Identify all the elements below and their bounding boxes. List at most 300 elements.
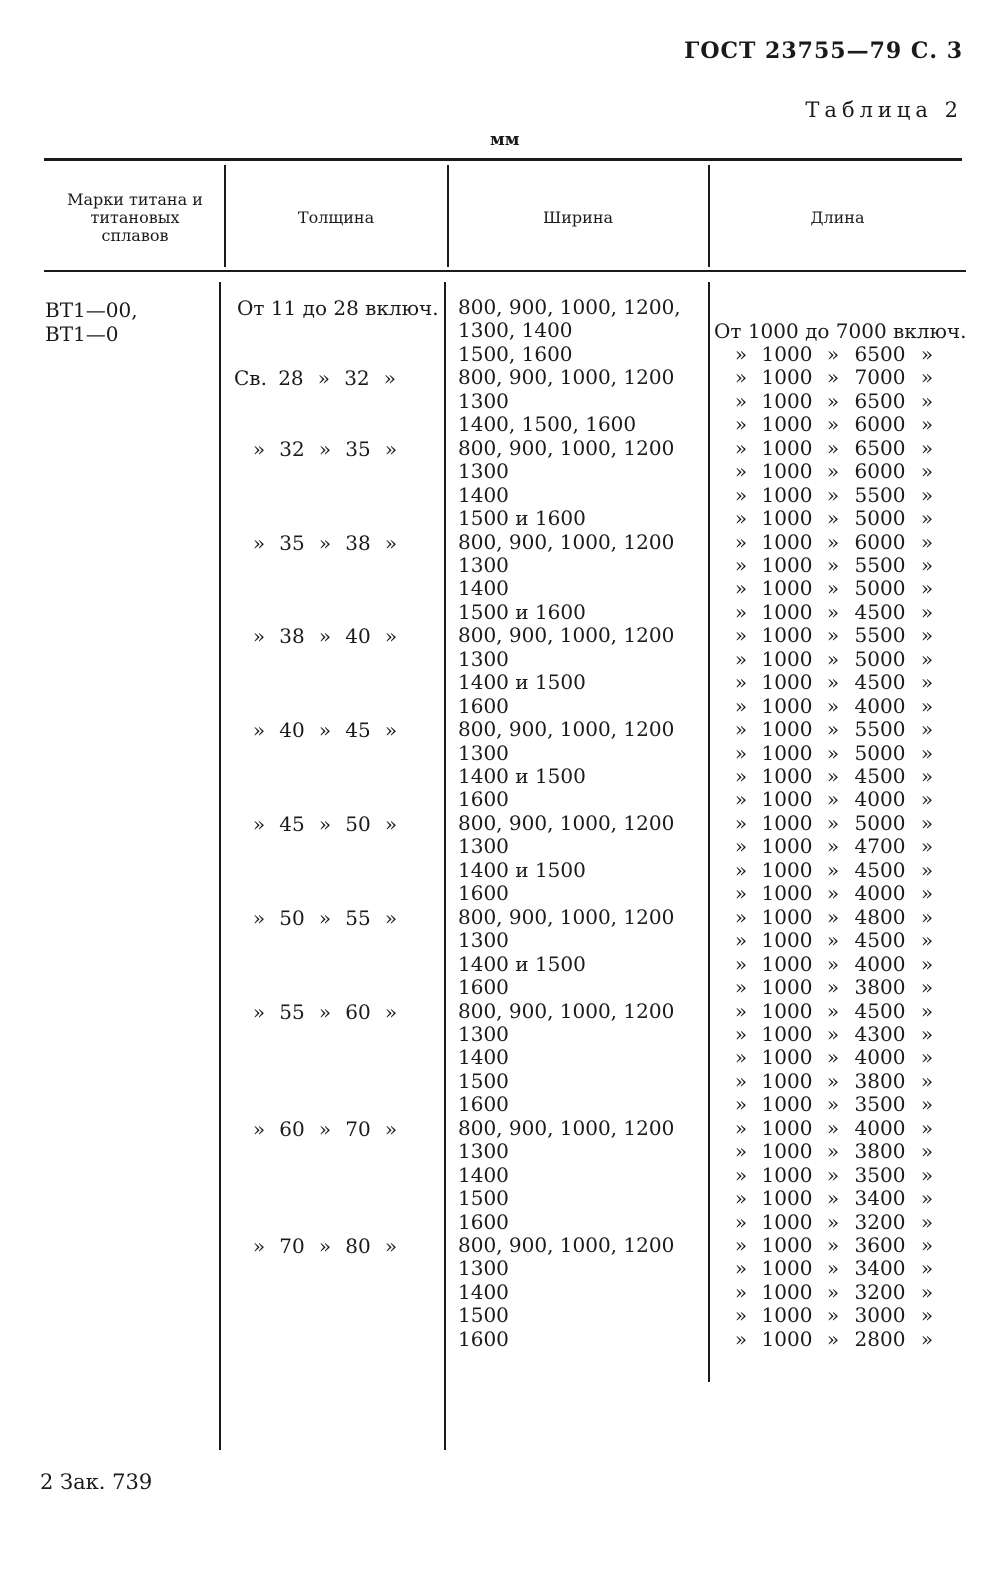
length-v1: 1000 [761, 1326, 813, 1351]
length-row [728, 507, 940, 530]
length-v2: 4000 [854, 693, 906, 718]
width-line: 1400 и 1500 [458, 951, 586, 976]
length-v2: 3800 [854, 1139, 906, 1164]
length-v1: 1000 [761, 1139, 813, 1164]
length-v2: 5500 [854, 482, 906, 507]
length-q1: » [734, 552, 748, 577]
length-row [728, 1070, 940, 1093]
length-q3: » [920, 975, 934, 1000]
length-q1: » [734, 341, 748, 366]
width-line: 1600 [458, 1092, 509, 1117]
length-q1: » [734, 998, 748, 1023]
width-line: 1300 [458, 646, 509, 671]
length-q1: » [734, 670, 748, 695]
length-q1: » [734, 810, 748, 835]
length-row [728, 577, 940, 600]
length-q3: » [920, 834, 934, 859]
length-q2: » [826, 1186, 840, 1211]
thickness-from: 60 [279, 1116, 305, 1141]
length-q1: » [734, 1303, 748, 1328]
length-q2: » [826, 1115, 840, 1140]
length-q2: » [826, 928, 840, 953]
length-row [728, 1000, 940, 1023]
thickness-row [244, 812, 406, 836]
table-caption: Таблица 2 [805, 98, 963, 122]
width-line: 800, 900, 1000, 1200 [458, 623, 675, 648]
length-v1: 1000 [761, 388, 813, 413]
length-q3: » [920, 1256, 934, 1281]
thickness-q2: » [384, 436, 398, 461]
width-line: 1600 [458, 787, 509, 812]
length-q1: » [734, 951, 748, 976]
length-row [728, 1211, 940, 1234]
length-v2: 3200 [854, 1279, 906, 1304]
thickness-prefix: » [252, 624, 266, 649]
length-v1: 1000 [761, 1021, 813, 1046]
thickness-q2: » [384, 905, 398, 930]
length-v1: 1000 [761, 881, 813, 906]
length-row [728, 788, 940, 811]
length-q2: » [826, 693, 840, 718]
length-q1: » [734, 623, 748, 648]
length-q3: » [920, 365, 934, 390]
thickness-row [244, 906, 406, 930]
thickness-from: 55 [279, 999, 305, 1024]
length-q1: » [734, 764, 748, 788]
length-v1: 1000 [761, 764, 813, 788]
width-line: 800, 900, 1000, 1200, [458, 295, 681, 319]
length-v2: 3800 [854, 975, 906, 1000]
length-q2: » [826, 1326, 840, 1351]
width-line: 1400 [458, 482, 509, 507]
width-line: 1600 [458, 693, 509, 718]
length-row [728, 929, 940, 952]
length-v1: 1000 [761, 1186, 813, 1211]
length-v1: 1000 [761, 810, 813, 835]
width-line: 1500 и 1600 [458, 506, 586, 531]
length-q3: » [920, 881, 934, 906]
length-row [728, 835, 940, 858]
length-v1: 1000 [761, 646, 813, 671]
length-row [728, 437, 940, 460]
length-v1: 1000 [761, 975, 813, 1000]
length-first-row: От 1000 до 7000 включ. [714, 319, 967, 343]
column-divider [444, 282, 446, 1450]
length-v2: 5000 [854, 810, 906, 835]
width-line: 1300 [458, 1021, 509, 1046]
thickness-to: 35 [345, 436, 371, 461]
thickness-q1: » [318, 718, 332, 743]
length-v2: 4500 [854, 599, 906, 624]
width-line: 1300 [458, 459, 509, 484]
length-q3: » [920, 1279, 934, 1304]
length-q1: » [734, 1045, 748, 1070]
length-q1: » [734, 388, 748, 413]
length-q2: » [826, 951, 840, 976]
length-q2: » [826, 975, 840, 1000]
length-row [728, 1257, 940, 1280]
length-v1: 1000 [761, 1045, 813, 1070]
length-row [728, 1187, 940, 1210]
length-q2: » [826, 365, 840, 390]
length-q1: » [734, 482, 748, 507]
width-line: 800, 900, 1000, 1200 [458, 717, 675, 742]
unit-label: мм [490, 130, 520, 150]
length-row [728, 343, 940, 366]
column-header-length: Длина [810, 208, 865, 227]
length-v2: 3500 [854, 1092, 906, 1117]
width-line: 800, 900, 1000, 1200 [458, 1115, 675, 1140]
thickness-q2: » [384, 718, 398, 743]
length-v1: 1000 [761, 1068, 813, 1093]
length-v2: 6000 [854, 412, 906, 437]
thickness-q2: » [384, 1234, 398, 1258]
length-q2: » [826, 623, 840, 648]
length-q1: » [734, 435, 748, 460]
length-v2: 5000 [854, 646, 906, 671]
width-line: 1500, 1600 [458, 341, 573, 366]
width-line: 1600 [458, 975, 509, 1000]
thickness-to: 50 [345, 811, 371, 836]
length-v1: 1000 [761, 506, 813, 531]
thickness-q2: » [384, 1116, 398, 1141]
length-q2: » [826, 435, 840, 460]
length-q1: » [734, 904, 748, 929]
length-v1: 1000 [761, 576, 813, 601]
column-divider [219, 282, 221, 1450]
length-q1: » [734, 365, 748, 390]
length-v2: 4000 [854, 951, 906, 976]
thickness-prefix: Св. [234, 366, 267, 391]
length-q3: » [920, 1068, 934, 1093]
length-row [728, 531, 940, 554]
length-q3: » [920, 857, 934, 882]
thickness-q2: » [383, 366, 397, 391]
length-q3: » [920, 576, 934, 601]
width-line: 800, 900, 1000, 1200 [458, 1233, 675, 1257]
length-q3: » [920, 670, 934, 695]
length-q1: » [734, 529, 748, 554]
length-q2: » [826, 740, 840, 765]
length-v2: 4500 [854, 998, 906, 1023]
length-v1: 1000 [761, 341, 813, 366]
length-q2: » [826, 670, 840, 695]
width-line: 800, 900, 1000, 1200 [458, 810, 675, 835]
width-line: 1600 [458, 1209, 509, 1234]
grade-line: ВТ1—0 [45, 322, 119, 346]
length-q2: » [826, 1162, 840, 1187]
standard-header: ГОСТ 23755—79 С. 3 [684, 38, 963, 64]
length-q3: » [920, 787, 934, 812]
thickness-q1: » [318, 1234, 332, 1258]
thickness-q1: » [318, 1116, 332, 1141]
length-v1: 1000 [761, 1209, 813, 1234]
length-q2: » [826, 857, 840, 882]
width-line: 1400 [458, 576, 509, 601]
width-line: 1400 [458, 1279, 509, 1304]
length-q3: » [920, 599, 934, 624]
length-v2: 3500 [854, 1162, 906, 1187]
width-line: 1400, 1500, 1600 [458, 412, 637, 437]
width-line: 1500 и 1600 [458, 599, 586, 624]
length-v1: 1000 [761, 693, 813, 718]
length-row [728, 390, 940, 413]
thickness-to: 80 [345, 1234, 371, 1258]
length-q2: » [826, 388, 840, 413]
width-line: 1300 [458, 1256, 509, 1281]
length-row [728, 765, 940, 788]
length-q1: » [734, 459, 748, 484]
thickness-from: 70 [279, 1234, 305, 1258]
length-v1: 1000 [761, 1303, 813, 1328]
length-q3: » [920, 1326, 934, 1351]
length-row [728, 1140, 940, 1163]
length-v2: 3400 [854, 1186, 906, 1211]
length-q2: » [826, 482, 840, 507]
length-q1: » [734, 1209, 748, 1234]
length-q1: » [734, 1256, 748, 1281]
length-v1: 1000 [761, 599, 813, 624]
width-line: 1600 [458, 1326, 509, 1351]
thickness-prefix: » [252, 811, 266, 836]
length-v1: 1000 [761, 1256, 813, 1281]
length-v2: 4000 [854, 787, 906, 812]
width-line: 1300 [458, 740, 509, 765]
length-q2: » [826, 1256, 840, 1281]
length-v2: 4700 [854, 834, 906, 859]
thickness-row: От 11 до 28 включ. [237, 296, 439, 320]
length-q3: » [920, 341, 934, 366]
length-v2: 3600 [854, 1233, 906, 1257]
length-q3: » [920, 1092, 934, 1117]
length-row [728, 953, 940, 976]
length-row [728, 976, 940, 999]
length-row [728, 413, 940, 436]
length-q2: » [826, 834, 840, 859]
length-q1: » [734, 1186, 748, 1211]
thickness-q1: » [318, 436, 332, 461]
length-v1: 1000 [761, 857, 813, 882]
length-q2: » [826, 1233, 840, 1257]
length-q2: » [826, 810, 840, 835]
length-v2: 6500 [854, 435, 906, 460]
width-line: 1300 [458, 1139, 509, 1164]
width-line: 800, 900, 1000, 1200 [458, 904, 675, 929]
length-q3: » [920, 740, 934, 765]
thickness-q1: » [318, 999, 332, 1024]
length-row [728, 1304, 940, 1327]
length-v2: 5000 [854, 506, 906, 531]
length-v2: 4000 [854, 881, 906, 906]
length-row [728, 695, 940, 718]
thickness-from: 45 [279, 811, 305, 836]
length-v1: 1000 [761, 1233, 813, 1257]
length-q2: » [826, 998, 840, 1023]
thickness-from: 28 [278, 366, 304, 391]
length-v2: 3800 [854, 1068, 906, 1093]
length-v2: 4300 [854, 1021, 906, 1046]
grade-line: ВТ1—00, [45, 298, 138, 322]
thickness-q1: » [318, 530, 332, 555]
width-line: 1300 [458, 552, 509, 577]
length-v1: 1000 [761, 670, 813, 695]
column-header-thickness: Толщина [297, 208, 375, 227]
length-v1: 1000 [761, 740, 813, 765]
length-q2: » [826, 1279, 840, 1304]
length-row [728, 812, 940, 835]
length-v1: 1000 [761, 1279, 813, 1304]
length-q3: » [920, 904, 934, 929]
length-q3: » [920, 928, 934, 953]
length-q1: » [734, 1279, 748, 1304]
length-q1: » [734, 1162, 748, 1187]
length-v1: 1000 [761, 482, 813, 507]
length-q2: » [826, 881, 840, 906]
length-q2: » [826, 787, 840, 812]
thickness-to: 70 [345, 1116, 371, 1141]
length-row [728, 624, 940, 647]
length-q3: » [920, 764, 934, 788]
length-v1: 1000 [761, 1092, 813, 1117]
length-q3: » [920, 388, 934, 413]
length-row [728, 742, 940, 765]
length-q1: » [734, 857, 748, 882]
thickness-to: 32 [344, 366, 370, 391]
thickness-row [244, 437, 406, 461]
thickness-from: 38 [279, 624, 305, 649]
thickness-from: 40 [279, 718, 305, 743]
length-q1: » [734, 646, 748, 671]
length-q1: » [734, 506, 748, 531]
length-q1: » [734, 1139, 748, 1164]
length-q3: » [920, 646, 934, 671]
length-v1: 1000 [761, 998, 813, 1023]
width-line: 800, 900, 1000, 1200 [458, 435, 675, 460]
length-v2: 2800 [854, 1326, 906, 1351]
width-line: 800, 900, 1000, 1200 [458, 998, 675, 1023]
length-row [728, 906, 940, 929]
length-q1: » [734, 576, 748, 601]
length-row [728, 601, 940, 624]
length-row [728, 1023, 940, 1046]
length-q3: » [920, 693, 934, 718]
thickness-row [244, 1234, 406, 1258]
length-q3: » [920, 951, 934, 976]
length-q2: » [826, 506, 840, 531]
length-v1: 1000 [761, 459, 813, 484]
length-q1: » [734, 881, 748, 906]
length-q1: » [734, 412, 748, 437]
length-row [728, 366, 940, 389]
length-v1: 1000 [761, 717, 813, 742]
header-bottom-rule [44, 270, 966, 272]
length-q3: » [920, 506, 934, 531]
grade-cell [45, 298, 138, 346]
length-row [728, 484, 940, 507]
length-row [728, 882, 940, 905]
length-v1: 1000 [761, 435, 813, 460]
length-q2: » [826, 576, 840, 601]
length-q1: » [734, 1068, 748, 1093]
length-q3: » [920, 1233, 934, 1257]
length-q2: » [826, 412, 840, 437]
length-q1: » [734, 1233, 748, 1257]
length-v2: 4500 [854, 857, 906, 882]
length-v2: 5500 [854, 552, 906, 577]
thickness-prefix: » [252, 718, 266, 743]
length-q2: » [826, 764, 840, 788]
length-q2: » [826, 341, 840, 366]
length-q2: » [826, 1092, 840, 1117]
length-q3: » [920, 435, 934, 460]
length-row [728, 1046, 940, 1069]
length-q1: » [734, 1021, 748, 1046]
length-q1: » [734, 1326, 748, 1351]
thickness-q2: » [384, 811, 398, 836]
thickness-from: 32 [279, 436, 305, 461]
thickness-q1: » [318, 624, 332, 649]
width-line: 1400 [458, 1162, 509, 1187]
length-q3: » [920, 1186, 934, 1211]
length-row [728, 1093, 940, 1116]
thickness-prefix: » [252, 1234, 266, 1258]
length-q1: » [734, 693, 748, 718]
length-q3: » [920, 1162, 934, 1187]
length-v2: 4500 [854, 764, 906, 788]
thickness-prefix: » [252, 1116, 266, 1141]
length-row [728, 1117, 940, 1140]
length-q2: » [826, 1021, 840, 1046]
length-q3: » [920, 1139, 934, 1164]
length-row [728, 859, 940, 882]
length-row [728, 1281, 940, 1304]
width-line: 800, 900, 1000, 1200 [458, 529, 675, 554]
width-line: 1300 [458, 834, 509, 859]
length-q2: » [826, 459, 840, 484]
length-v2: 6500 [854, 341, 906, 366]
thickness-row [244, 718, 406, 742]
thickness-row [244, 531, 406, 555]
length-v2: 4500 [854, 928, 906, 953]
length-v2: 4000 [854, 1045, 906, 1070]
length-q1: » [734, 717, 748, 742]
length-v1: 1000 [761, 834, 813, 859]
length-v1: 1000 [761, 623, 813, 648]
length-v2: 4800 [854, 904, 906, 929]
length-v2: 3200 [854, 1209, 906, 1234]
width-line: 1500 [458, 1068, 509, 1093]
length-q3: » [920, 1115, 934, 1140]
width-line: 800, 900, 1000, 1200 [458, 365, 675, 390]
width-line: 1300 [458, 928, 509, 953]
length-v2: 5000 [854, 740, 906, 765]
length-q3: » [920, 1209, 934, 1234]
thickness-row [244, 624, 406, 648]
thickness-to: 45 [345, 718, 371, 743]
thickness-q2: » [384, 624, 398, 649]
length-q3: » [920, 1303, 934, 1328]
length-v1: 1000 [761, 1162, 813, 1187]
length-q1: » [734, 1115, 748, 1140]
thickness-row [234, 366, 405, 390]
width-line: 1400 [458, 1045, 509, 1070]
length-q1: » [734, 740, 748, 765]
length-q2: » [826, 646, 840, 671]
width-line: 1500 [458, 1186, 509, 1211]
column-header-grade: Марки титана и титановых сплавов [67, 190, 203, 245]
thickness-q1: » [318, 811, 332, 836]
length-v1: 1000 [761, 529, 813, 554]
